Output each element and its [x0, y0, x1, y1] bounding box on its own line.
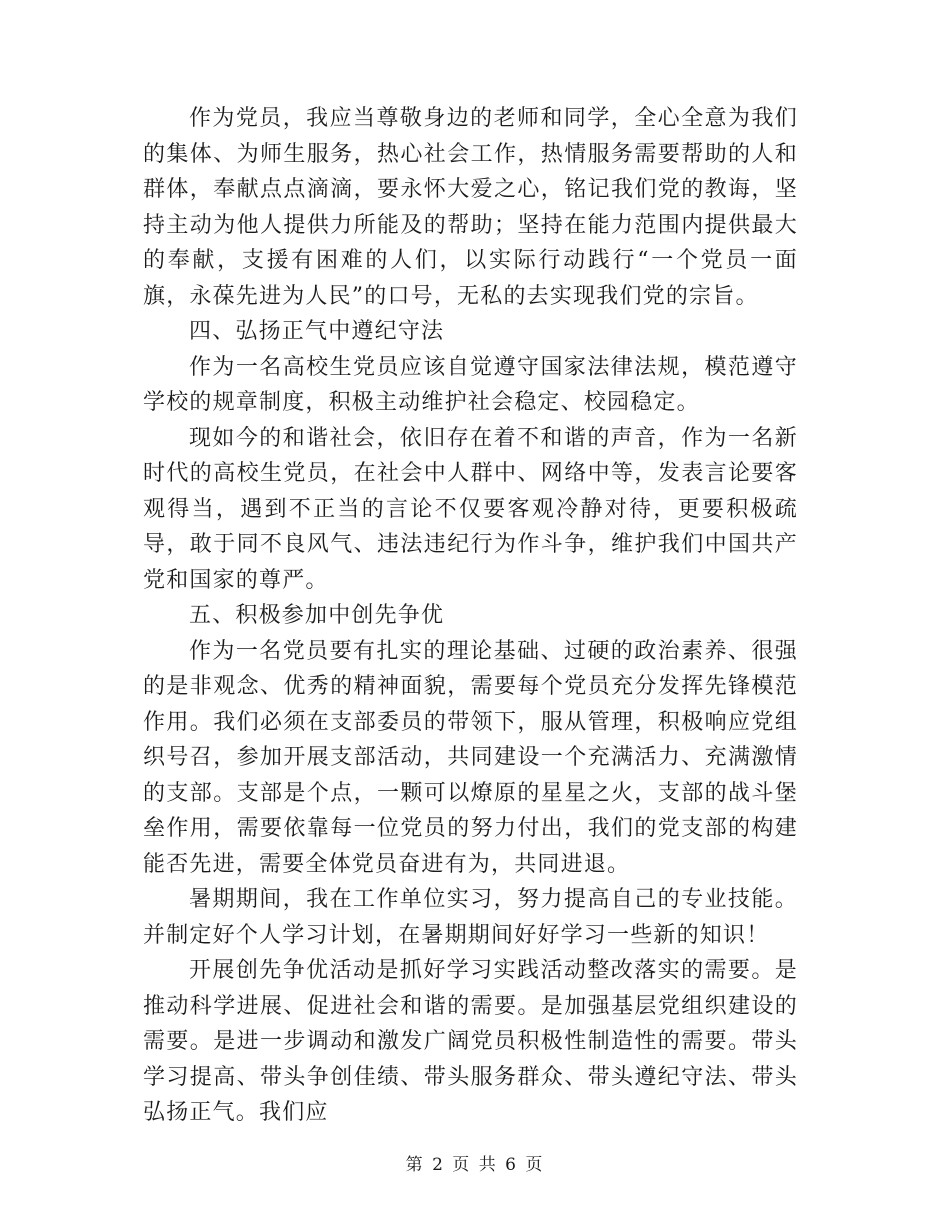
paragraph-law: 作为一名高校生党员应该自觉遵守国家法律法规，模范遵守学校的规章制度，积极主动维护社会稳定、校园稳定。	[143, 354, 798, 415]
section-heading-4: 四、弘扬正气中遵纪守法	[189, 319, 445, 344]
paragraph-excellence: 开展创先争优活动是抓好学习实践活动整改落实的需要。是推动科学进展、促进社会和谐的需要。是加强基层党组织建设的需要。是进一步调动和激发广阔党员积极性制造性的需要。带头学习提高、带头争创佳绩、带头服务群众、带头遵纪守法、带头弘扬正气。我们应	[143, 958, 798, 1125]
paragraph-harmony: 现如今的和谐社会，依旧存在着不和谐的声音，作为一名新时代的高校生党员，在社会中人群中、网络中等，发表言论要客观得当，遇到不正当的言论不仅要客观冷静对待，更要积极疏导，敢于同不良风气、违法违纪行为作斗争，维护我们中国共产党和国家的尊严。	[143, 425, 798, 593]
section-heading-5: 五、积极参加中创先争优	[189, 603, 445, 628]
paragraph-service: 作为党员，我应当尊敬身边的老师和同学，全心全意为我们的集体、为师生服务，热心社会工作，热情服务需要帮助的人和群体，奉献点点滴滴，要永怀大爱之心，铭记我们党的教诲，坚持主动为他人提供力所能及的帮助；坚持在能力范围内提供最大的奉献，支援有困难的人们，以实际行动践行“一个党员一面旗，永葆先进为人民”的口号，无私的去实现我们党的宗旨。	[143, 106, 798, 309]
document-body	[143, 101, 798, 1131]
paragraph-vanguard: 作为一名党员要有扎实的理论基础、过硬的政治素养、很强的是非观念、优秀的精神面貌，需要每个党员充分发挥先锋模范作用。我们必须在支部委员的带领下，服从管理，积极响应党组织号召，参加开展支部活动，共同建设一个充满活力、充满激情的支部。支部是个点，一颗可以燎原的星星之火，支部的战斗堡垒作用，需要依靠每一位党员的努力付出，我们的党支部的构建能否先进，需要全体党员奋进有为，共同进退。	[143, 638, 798, 877]
paragraph-summer: 暑期期间，我在工作单位实习，努力提高自己的专业技能。并制定好个人学习计划，在暑期期间好好学习一些新的知识！	[143, 887, 798, 948]
page-number: 第 2 页 共 6 页	[405, 1155, 545, 1175]
